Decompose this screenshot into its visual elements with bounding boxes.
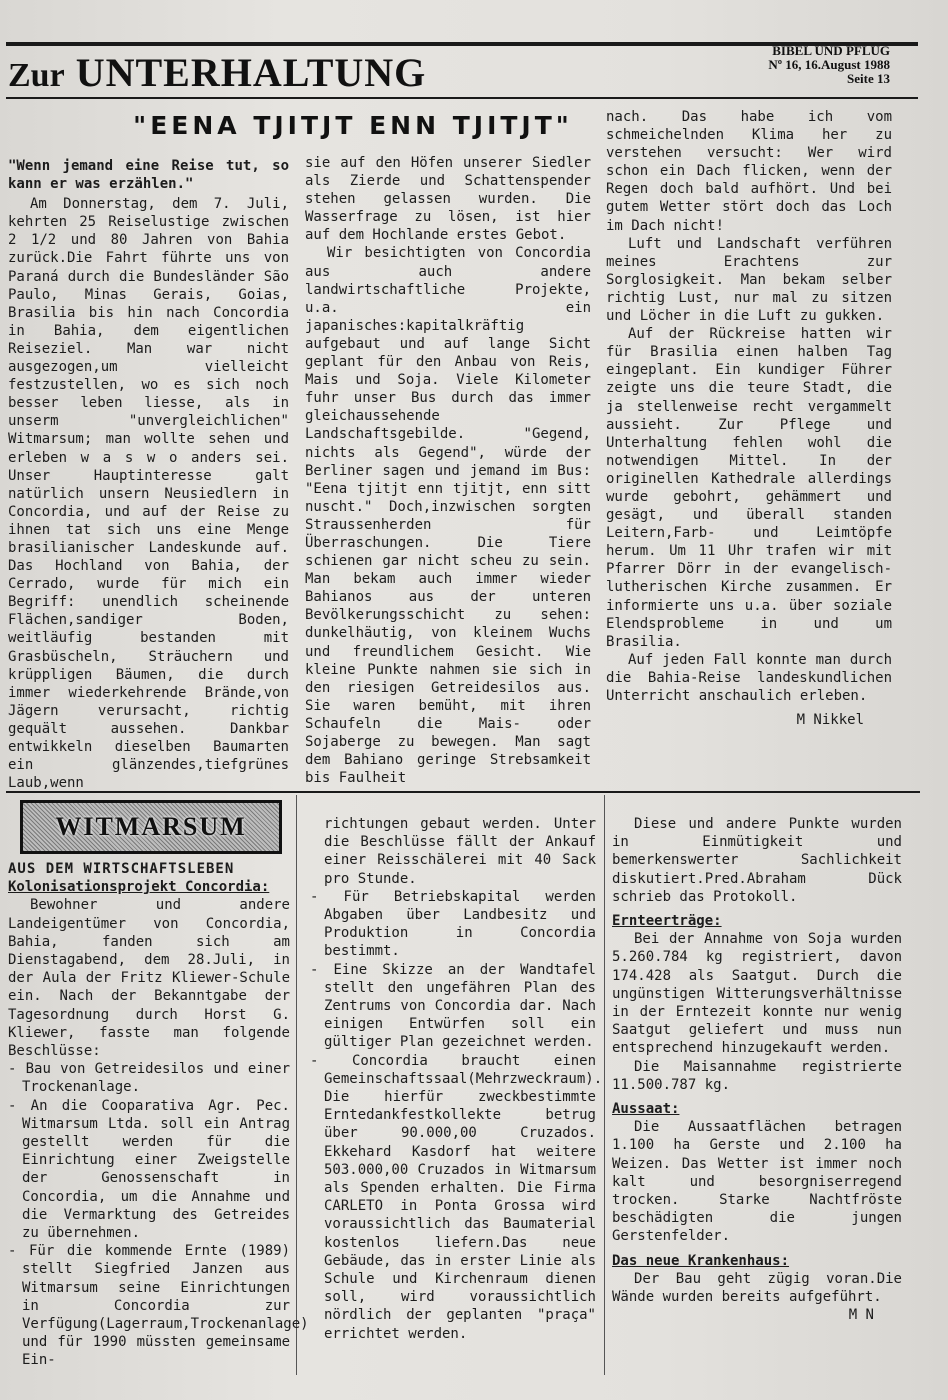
article1-col3-paragraph: Luft und Landschaft verführen meines Erachtens zur Sorglosigkeit. Man bekam selber richtig Lust, nur mal zu sitzen und Löcher in die Luft zu gukken.: [606, 235, 892, 325]
article2-signature: M N: [848, 1307, 874, 1324]
krankenhaus-paragraph: Der Bau geht zügig voran.Die Wände wurden bereits aufgeführt.: [612, 1270, 902, 1306]
article2-column-3: [612, 815, 902, 1324]
section-heading: AUS DEM WIRTSCHAFTSLEBEN: [8, 861, 235, 877]
article2-column-2: [310, 815, 603, 1343]
ernte-paragraph: Bei der Annahme von Soja wurden 5.260.784 kg registriert, davon 174.428 als Saatgut. Durch die ungünstigen Witterungsverhältnisse in der Erntezeit konnte nur wenig Saatgut geliefert und muss nun entsprechend hinzugekauft werden.: [612, 931, 902, 1057]
article1-col2-paragraph: Wir besichtigten von Concordia aus auch andere landwirtschaftliche Projekte, u.a. ein japanisches:kapitalkräftig aufgebaut und auf lange Sicht geplant für den Anbau von Reis, Mais und Soja. Viele Kilometer fuhr unser Bus durch das immer gleichaussehende Landschaftsgebilde. "Gegend, nichts als Gegend", würde der Berliner sagen und jemand im Bus: "Eena tjitjt enn tjitjt, enn sitt nuscht." Doch,inzwischen sorgten Straussenherden für Überraschungen. Die Tiere schienen gar nicht scheu zu sein. Man bekam auch immer wieder Bahianos aus der unteren Bevölkerungsschicht zu sehen: dunkelhäutig, von kleinem Wuchs und freundlichem Gesicht. Wie kleine Punkte nahmen sie sich in den riesigen Getreidesilos aus. Sie waren bemüht, mit ihren Schaufeln die Mais- oder Sojaberge zu bewegen. Man sagt dem Bahiano geringe Strebsamkeit bis Faulheit: [305, 245, 591, 787]
subheading-krankenhaus: Das neue Krankenhaus:: [612, 1252, 790, 1269]
article2-col3-paragraph: Diese und andere Punkte wurden in Einmütigkeit und bemerkenswerter Sachlichkeit diskutiert.Pred.Abraham Dück schrieb das Protokoll.: [612, 816, 902, 905]
aussaat-paragraph: Die Aussaatflächen betragen 1.100 ha Gerste und 2.100 ha Weizen. Das Wetter ist immer noch kalt und besorgniserregend trocken. Starke Nachtfröste beschädigten die jungen Gerstenfelder.: [612, 1119, 902, 1245]
page-number: Seite 13: [847, 71, 890, 86]
column-rule: [604, 795, 605, 1375]
article1-quote: "Wenn jemand eine Reise tut, so kann er was erzählen.": [8, 158, 289, 193]
masthead-title: UNTERHALTUNG: [75, 50, 427, 95]
article1-col1-text: Am Donnerstag, dem 7. Juli, kehrten 25 Reiselustige zwischen 2 1/2 und 80 Jahren von Bahia zurück.Die Fahrt führte uns von Paraná durch die Bundesländer São Paulo, Minas Gerais, Goias, Brasilia bis hin nach Concordia in Bahia, dem eigentlichen Reiseziel. Man war nicht ausgezogen,um vielleicht festzustellen, wo es sich noch besser leben liesse, als in unserm "unvergleichlichen" Witmarsum; man wollte sehen und erleben w a s w o anders sei. Unser Hauptinteresse galt natürlich unsern Neusiedlern in Concordia, und auf der Reise zu ihnen tat sich uns eine Menge brasilianischer Landeskunde auf. Das Hochland von Bahia, der Cerrado, wurde für mich ein Begriff: unendlich scheinende Flächen,sandiger Boden, weitläufig bestanden mit Grasbüscheln, Sträuchern und krüppligen Bäumen, die durch immer wiederkehrende Brände,von Jägern verursacht, richtig gequält aussehen. Dankbar entwikkeln dieselben Baumarten ein glänzendes,tiefgrünes Laub,wenn: [8, 196, 289, 792]
decision-item: - Concordia braucht einen Gemeinschaftssaal(Mehrzweckraum). Die hierfür zweckbestimmte Erntedankfestkollekte betrug über 90.000,00 Cruzados. Ekkehard Kasdorf hat weitere 503.000,00 Cruzados in Witmarsum als Spenden erhalten. Die Firma CARLETO in Ponta Grossa wird voraussichtlich das Baumaterial kostenlos liefern.Das neue Gebäude, das in erster Linie als Schule und Kirchenraum dienen soll, wird voraussichtlich nördlich der geplanten "praça" errichtet werden.: [310, 1052, 603, 1342]
masthead-prefix: Zur: [8, 57, 65, 94]
article1-col3-paragraph: nach. Das habe ich vom schmeichelnden Klima her zu verstehen versucht: Wer wird schon ein Dach flicken, wenn der Regen doch bald aufhört. Und bei gutem Wetter stört doch das Loch im Dach nicht!: [606, 109, 892, 234]
article2-intro: Bewohner und andere Landeigentümer von Concordia, Bahia, fanden sich am Dienstagabend, dem 28.Juli, in der Aula der Fritz Kliewer-Schule ein. Nach der Bekanntgabe der Tagesordnung durch Horst G. Kliewer, fasste man folgende Beschlüsse:: [8, 897, 290, 1060]
decision-item: - Eine Skizze an der Wandtafel stellt den ungefähren Plan des Zentrums von Concordia dar. Nach einigen Entwürfen soll ein gültiger Plan gezeichnet werden.: [310, 961, 596, 1051]
issue-number: Nº 16, 16.August 1988: [768, 57, 890, 72]
subheading-aussaat: Aussaat:: [612, 1101, 680, 1118]
article1-signature: M Nikkel: [796, 712, 864, 729]
article1-col3-paragraph: Auf jeden Fall konnte man durch die Bahia-Reise landeskundlichen Unterricht anschaulich erleben.: [606, 651, 892, 704]
article-divider: [6, 791, 920, 793]
article-headline: "EENA TJITJT ENN TJITJT": [133, 111, 573, 140]
ernte-paragraph: Die Maisannahme registrierte 11.500.787 kg.: [612, 1058, 902, 1093]
decision-item: - Für Betriebskapital werden Abgaben über Landbesitz und Produktion in Concordia bestimmt.: [310, 888, 596, 960]
witmarsum-badge: [20, 800, 282, 854]
badge-label: WITMARSUM: [55, 812, 247, 841]
article1-col3-paragraph: Auf der Rückreise hatten wir für Brasilia einen halben Tag eingeplant. Ein kundiger Führer zeigte uns die teure Stadt, die ja stellenweise recht vergammelt aussieht. Zur Pflege und Unterhaltung fehlen wohl die notwendigen Mittel. In der originellen Kathedrale allerdings wurde gebohrt, gehämmert und gesägt, und überall standen Leitern,Farb- und Leimtöpfe herum. Um 11 Uhr trafen wir mit Pfarrer Dörr in der evangelisch-lutherischen Kirche zusammen. Er informierte uns u.a. über soziale Elendsprobleme in und um Brasilia.: [606, 326, 892, 650]
header-rule-bottom: [6, 97, 918, 99]
article2-column-1: [8, 860, 309, 1370]
decision-item: - Für die kommende Ernte (1989) stellt Siegfried Janzen aus Witmarsum seine Einrichtungen in Concordia zur Verfügung(Lagerraum,Trockenanlage) und für 1990 müssten gemeinsame Ein-: [8, 1243, 309, 1369]
masthead: [8, 50, 426, 99]
decision-item: - Bau von Getreidesilos und einer Trockenanlage.: [8, 1061, 290, 1096]
article1-col2-paragraph: sie auf den Höfen unserer Siedler als Zierde und Schattenspender stehen gelassen wurden. Die Wasserfrage zu lösen, ist hier auf dem Hochlande erstes Gebot.: [305, 155, 591, 244]
publication-name: BIBEL UND PFLUG: [772, 43, 890, 58]
issue-info: [630, 44, 890, 86]
article1-column-1: [8, 157, 289, 792]
article1-column-3: [606, 108, 892, 729]
decision-item-continued: richtungen gebaut werden. Unter die Beschlüsse fällt der Ankauf einer Reisschälerei mit 40 Sack pro Stunde.: [324, 816, 596, 887]
article1-column-2: [305, 154, 591, 787]
decision-item: - An die Cooparativa Agr. Pec. Witmarsum Ltda. soll ein Antrag gestellt werden für die Einrichtung einer Zweigstelle der Genossenschaft in Concordia, um die Annahme und die Vermarktung des Getreides zu übernehmen.: [8, 1097, 290, 1242]
article2-title: Kolonisationsprojekt Concordia:: [8, 879, 270, 896]
subheading-ernte: Ernteerträge:: [612, 913, 722, 930]
column-rule: [296, 795, 297, 1375]
